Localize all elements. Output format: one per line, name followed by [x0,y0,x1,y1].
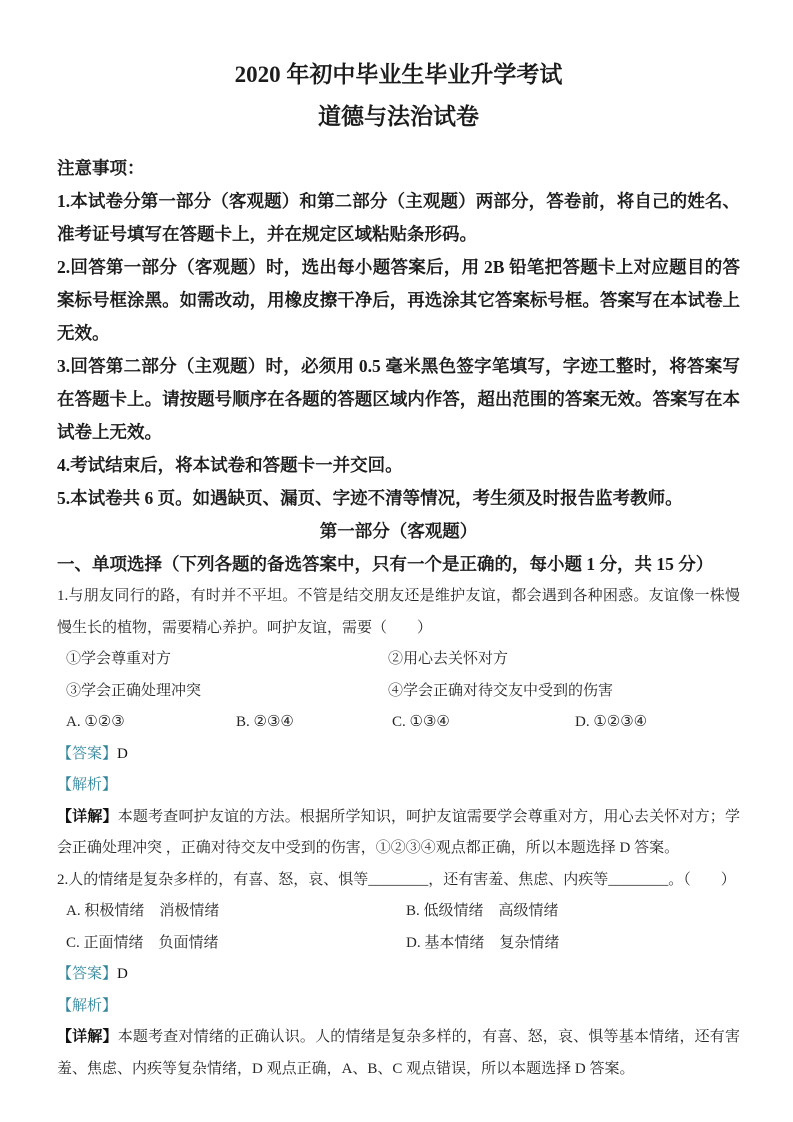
answer-label: 【答案】 [57,966,118,982]
choice-option-a: A. ①②③ [66,714,125,730]
numbered-option: ①学会尊重对方 [66,651,172,667]
notice-item: 3.回答第二部分（主观题）时，必须用 0.5 毫米黑色签字笔填写，字迹工整时，将答案写在答题卡上。请按题号顺序在各题的答题区域内作答，超出范围的答案无效。答案写在本试卷上无效。 [57,356,740,442]
numbered-options-row [57,644,740,676]
choice-option-c: C. 正面情绪 负面情绪 [66,934,219,951]
detail-text: 本题考查呵护友谊的方法。根据所学知识，呵护友谊需要学会尊重对方，用心去关怀对方；学会正确处理冲突 ，正确对待交友中受到的伤害，①②③④观点都正确，所以本题选择 D 答案。 [57,808,740,856]
question-block-2 [57,865,740,1086]
answer-value: D [117,745,128,762]
choice-option-b: B. 低级情绪 高级情绪 [406,903,559,919]
choice-option-a: A. 积极情绪 消极情绪 [66,903,220,919]
answer-line [57,959,740,991]
section-heading: 一、单项选择（下列各题的备选答案中，只有一个是正确的，每小题 1 分，共 15 分） [57,554,714,574]
detail-label: 【详解】 [57,808,118,825]
notice-item: 4.考试结束后，将本试卷和答题卡一并交回。 [57,455,403,475]
numbered-options-row [57,676,740,708]
notice-item: 5.本试卷共 6 页。如遇缺页、漏页、字迹不清等情况，考生须及时报告监考教师。 [57,488,683,508]
choices-row [57,928,740,960]
detail-paragraph [57,1022,740,1085]
notice-heading: 注意事项： [57,158,145,178]
questions-area [57,581,740,1085]
choice-option-d: D. 基本情绪 复杂情绪 [406,934,560,951]
choice-option-b: B. ②③④ [236,714,294,730]
answer-value: D [117,966,128,982]
question-block-1 [57,581,740,865]
answer-label: 【答案】 [57,745,118,762]
page-subtitle: 道德与法治试卷 [318,104,479,129]
question-stem: 1.与朋友同行的路，有时并不平坦。不管是结交朋友还是维护友谊，都会遇到各种困惑。友谊像一株慢慢生长的植物，需要精心养护。呵护友谊，需要（ ） [57,588,740,636]
choices-row [57,707,740,739]
detail-label: 【详解】 [57,1029,118,1045]
question-stem: 2.人的情绪是复杂多样的，有喜、怒，哀、惧等________，还有害羞、焦虑、内疾等________。（ ） [57,871,736,888]
analysis-line [57,770,740,802]
analysis-line [57,991,740,1023]
notice-section [57,152,740,515]
choice-option-c: C. ①③④ [392,714,450,730]
analysis-label: 【解析】 [57,777,118,793]
choice-option-d: D. ①②③④ [575,714,648,730]
choices-row [57,896,740,928]
notice-item: 1.本试卷分第一部分（客观题）和第二部分（主观题）两部分，答卷前，将自己的姓名、准考证号填写在答题卡上，并在规定区域粘贴条形码。 [57,191,740,244]
numbered-option: ④学会正确对待交友中受到的伤害 [388,682,614,699]
page-title: 2020 年初中毕业生毕业升学考试 [234,62,563,87]
detail-text: 本题考查对情绪的正确认识。人的情绪是复杂多样的，有喜、怒，哀、惧等基本情绪，还有害羞、焦虑、内疾等复杂情绪，D 观点正确，A、B、C 观点错误，所以本题选择 D 答案。 [57,1029,740,1077]
answer-line [57,739,740,771]
notice-item: 2.回答第一部分（客观题）时，选出每小题答案后，用 2B 铅笔把答题卡上对应题目的答案标号框涂黑。如需改动，用橡皮擦干净后，再选涂其它答案标号框。答案写在本试卷上无效。 [57,257,740,343]
analysis-label: 【解析】 [57,997,118,1014]
numbered-option: ②用心去关怀对方 [388,651,509,667]
detail-paragraph [57,802,740,865]
part-heading: 第一部分（客观题） [319,521,478,541]
numbered-option: ③学会正确处理冲突 [66,682,202,699]
